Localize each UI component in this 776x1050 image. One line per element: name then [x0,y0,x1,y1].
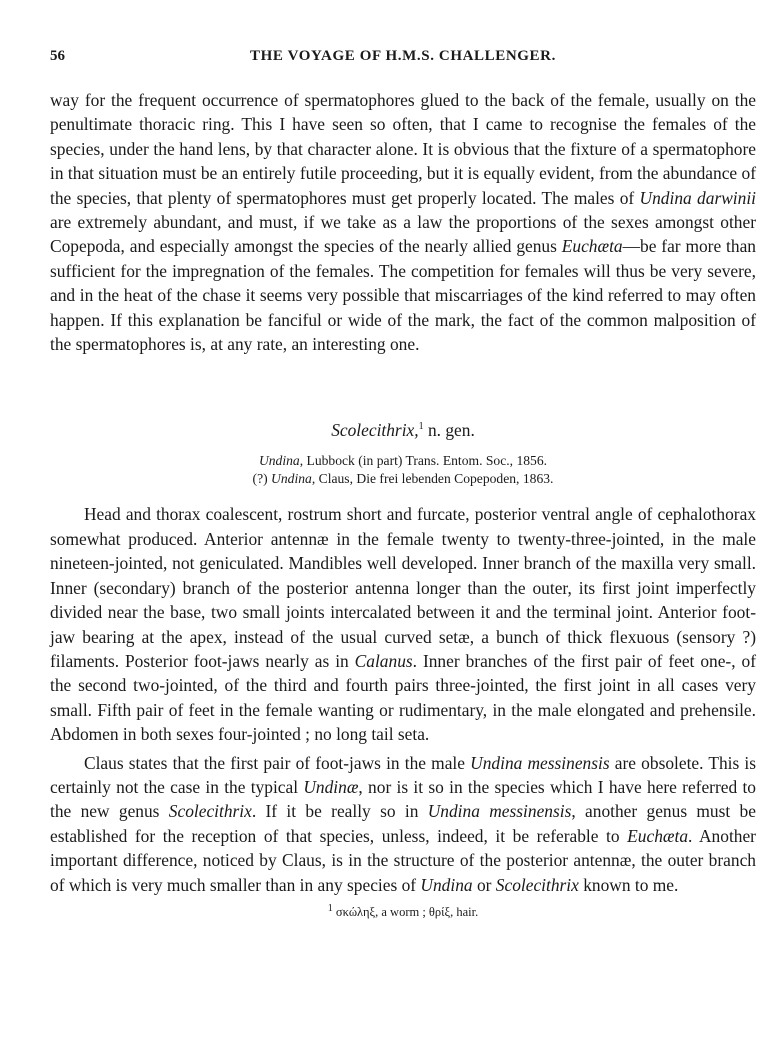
italic-taxon: Undina [420,874,473,895]
synonymy-entry [50,470,756,488]
italic-taxon: Euchæta [627,825,689,846]
document-page [50,48,756,920]
italic-taxon: Undina messinensis [427,801,572,822]
italic-taxon: Calanus [354,650,413,671]
running-header [50,48,756,70]
paragraph-generic-diagnosis [50,502,756,746]
footnote-text: σκώληξ, a worm ; θρίξ, hair. [332,904,479,919]
text-run: or [472,874,496,895]
text-run: known to me. [578,874,679,895]
paragraph-claus-remarks [50,751,756,897]
text-run: Head and thorax coalescent, rostrum short and furcate, posterior ventral angle of cephalothorax somewhat produced. Anterior antennæ in the female twenty to twenty-three-jointed, in the male nineteen-jointed, not geniculated. Mandibles well developed. Inner branch of the maxilla very small. Inner (secondary) branch of the posterior antenna longer than the outer, its first joint imperfectly divided near the base, two small joints intercalated between it and the terminal joint. Anterior foot-jaw bearing at the apex, instead of the usual curved setæ, a bunch of thick flexuous (sensory ?) filaments. Posterior foot-jaws nearly as in [50,504,756,671]
page-number: 56 [50,48,65,64]
synonym-query: (?) [252,471,272,487]
text-run: , another genus must be established for the reception of that species, unless, indeed, it be referable to [50,801,756,846]
text-run: , nor is it so in the species which I have here referred to the new genus [50,776,756,822]
genus-status: n. gen. [423,420,475,441]
italic-taxon: Scolecithrix [168,801,252,822]
paragraph-spermatophores [50,88,756,356]
text-run: are obsolete. This is certainly not the case in the typical [50,752,757,797]
synonym-citation: , Lubbock (in part) Trans. Entom. Soc., 1856. [299,453,548,469]
italic-taxon: Scolecithrix [495,874,579,895]
synonym-genus: Undina [258,453,300,469]
italic-taxon: Undinæ [303,776,359,797]
text-run: . Inner branches of the first pair of feet one-, of the second two-jointed, of the third and fourth pairs three-jointed, the first joint in all cases very small. Fifth pair of feet in the female wanting or rudimentary, in the male elongated and prehensile. Abdomen in both sexes four-jointed ; no long tail seta. [50,650,756,745]
running-title: THE VOYAGE OF H.M.S. CHALLENGER. [250,48,556,64]
synonym-genus: Undina [271,471,312,487]
text-run: . If it be really so in [251,801,428,822]
genus-heading [50,418,756,442]
text-run: way for the frequent occurrence of spermatophores glued to the back of the female, usually on the penultimate thoracic ring. This I have seen so often, that I came to recognise the females of the species, under the hand lens, by that character alone. It is obvious that the fixture of a spermatophore in that situation must be an entirely futile proceeding, but it is equally evident, from the abundance of the species, that plenty of spermatophores must get properly located. The males of [50,90,756,208]
synonym-citation: , Claus, Die frei lebenden Copepoden, 1863. [311,471,554,487]
italic-taxon: Undina messinensis [470,752,610,773]
text-run: Claus states that the first pair of foot-jaws in the male [84,752,471,773]
genus-name: Scolecithrix, [331,420,419,441]
italic-taxon: Euchæta [561,236,623,257]
synonymy-list [50,452,756,488]
text-run: —be far more than sufficient for the impregnation of the females. The competition for females will thus be very severe, and in the heat of the chase it seems very possible that miscarriages of the kind referred to may often happen. If this explanation be fanciful or wide of the mark, the fact of the common malposition of the spermatophores is, at any rate, an interesting one. [50,236,756,355]
synonymy-entry [50,452,756,470]
footnote-marker: 1 [418,421,424,433]
text-run: . Another important difference, noticed by Claus, is in the structure of the posterior antennæ, the outer branch of which is very much smaller than in any species of [50,825,756,895]
text-run: are extremely abundant, and must, if we take as a law the proportions of the sexes amongst other Copepoda, and especially amongst the species of the nearly allied genus [50,212,756,257]
footnote [50,902,756,920]
italic-taxon: Undina darwinii [639,187,756,208]
footnote-marker: 1 [327,902,333,914]
